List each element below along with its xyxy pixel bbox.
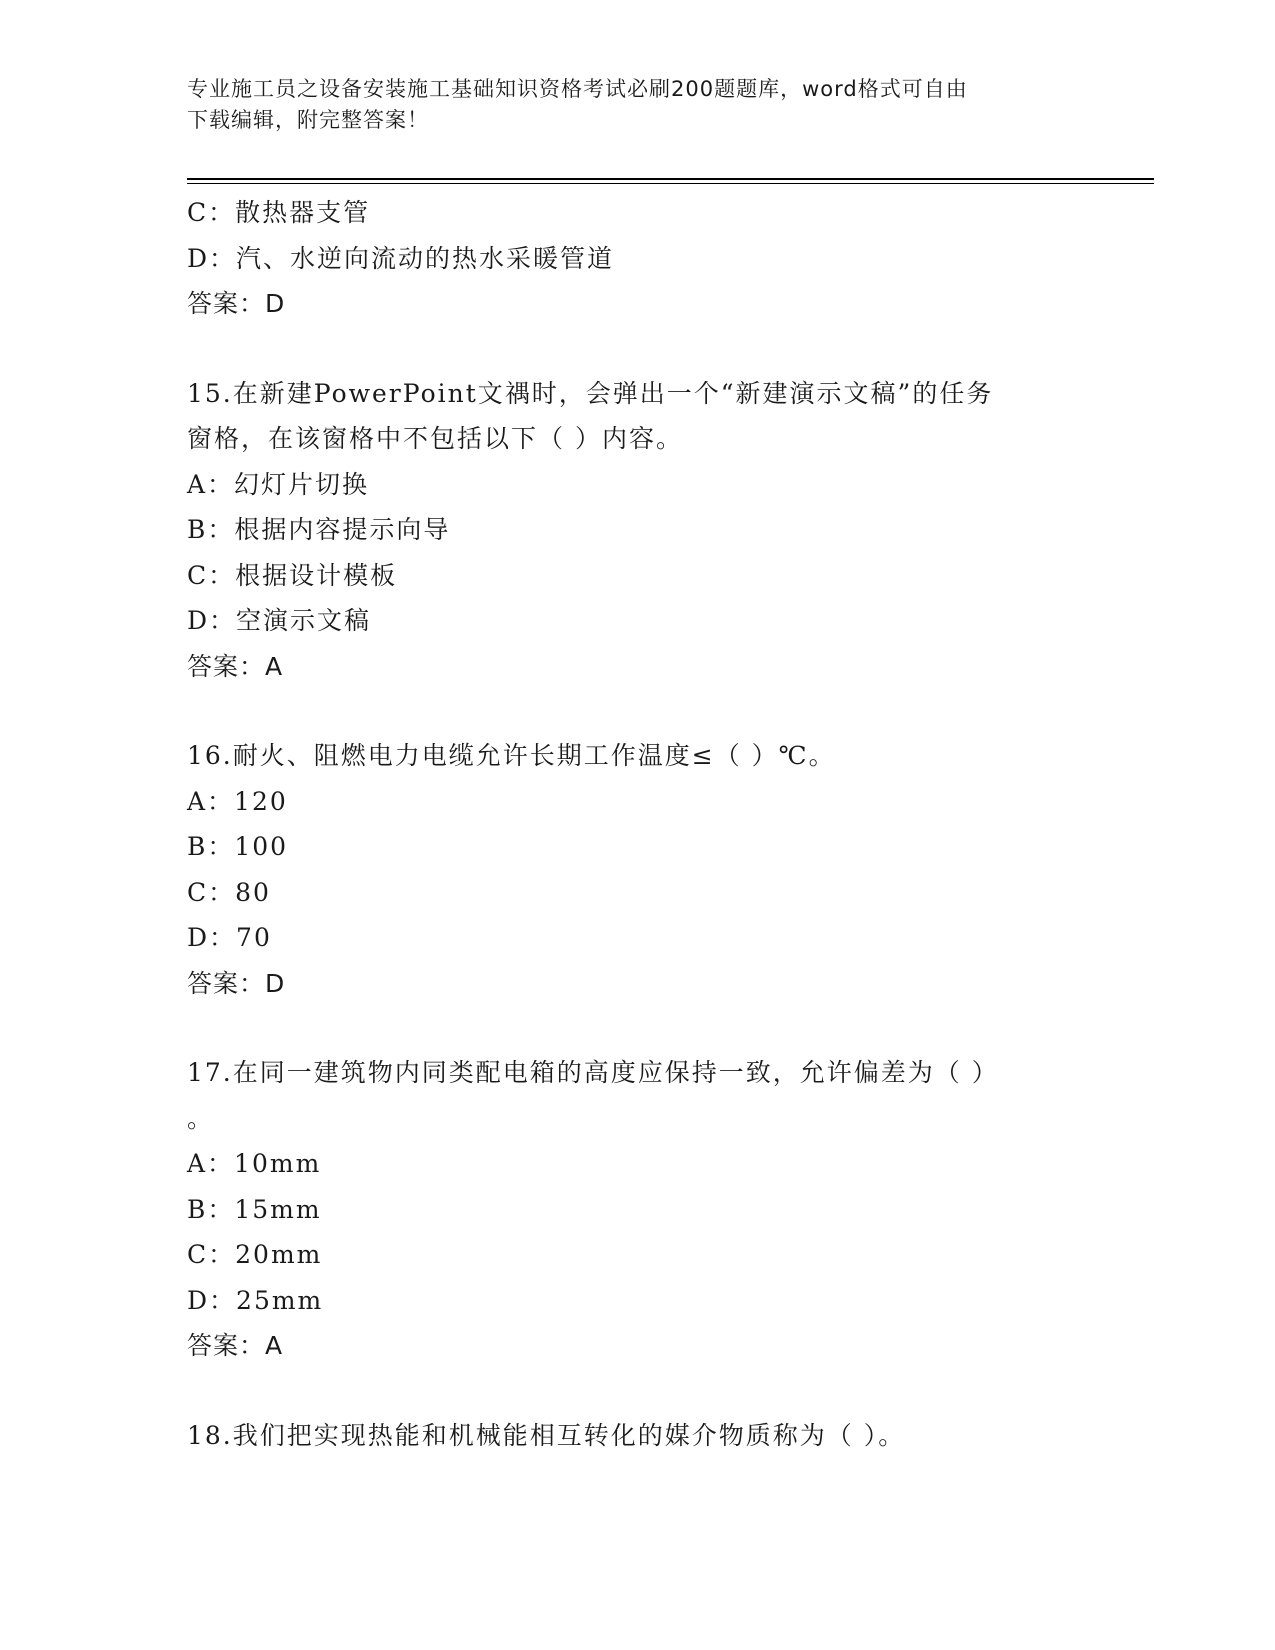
- header-rule-thin: [187, 183, 1154, 184]
- question-15: [187, 371, 1087, 690]
- option-c: C：20mm: [187, 1240, 323, 1269]
- option-a: A：幻灯片切换: [187, 469, 370, 499]
- option-c: C：80: [187, 877, 271, 907]
- option-d: D：25mm: [187, 1285, 324, 1315]
- question-content: [187, 190, 1087, 1458]
- option-c: C：根据设计模板: [187, 560, 398, 590]
- question-stem: 18.我们把实现热能和机械能相互转化的媒介物质称为（ ）。: [187, 1420, 906, 1450]
- question-stem-line-2: 窗格，在该窗格中不包括以下（ ）内容。: [187, 424, 683, 453]
- spacer: [187, 689, 1087, 733]
- question-stem-line-1: 17.在同一建筑物内同类配电箱的高度应保持一致，允许偏差为（ ）: [187, 1058, 999, 1087]
- answer: 答案：D: [187, 289, 286, 318]
- question-stem-line-1: 15.在新建PowerPoint文禑时，会弹出一个“新建演示文稿”的任务: [187, 378, 994, 408]
- question-16: [187, 733, 1087, 1006]
- question-17: [187, 1050, 1087, 1369]
- option-a: A：120: [187, 786, 288, 816]
- spacer: [187, 1006, 1087, 1050]
- option-d: D：空演示文稿: [187, 606, 372, 635]
- spacer: [187, 327, 1087, 371]
- question-18: [187, 1413, 1087, 1459]
- option-d: D：70: [187, 923, 272, 952]
- header-rule-thick: [187, 178, 1154, 180]
- question-14: [187, 190, 1087, 327]
- option-d: D：汽、水逆向流动的热水采暖管道: [187, 243, 615, 273]
- answer: 答案：A: [187, 1331, 284, 1360]
- option-a: A：10mm: [187, 1149, 322, 1178]
- option-c: C：散热器支管: [187, 198, 371, 227]
- option-b: B：100: [187, 832, 289, 861]
- option-b: B：15mm: [187, 1194, 322, 1224]
- header-line-1: 专业施工员之设备安装施工基础知识资格考试必刷200题题库，word格式可自由: [187, 77, 968, 101]
- question-stem-line-2: 。: [187, 1103, 215, 1133]
- question-stem: 16.耐火、阻燃电力电缆允许长期工作温度≤（ ）℃。: [187, 741, 836, 770]
- spacer: [187, 1369, 1087, 1413]
- option-b: B：根据内容提示向导: [187, 515, 451, 544]
- document-header: [187, 74, 1067, 136]
- answer: 答案：D: [187, 968, 286, 998]
- header-line-2: 下载编辑，附完整答案！: [187, 108, 429, 132]
- answer: 答案：A: [187, 651, 284, 681]
